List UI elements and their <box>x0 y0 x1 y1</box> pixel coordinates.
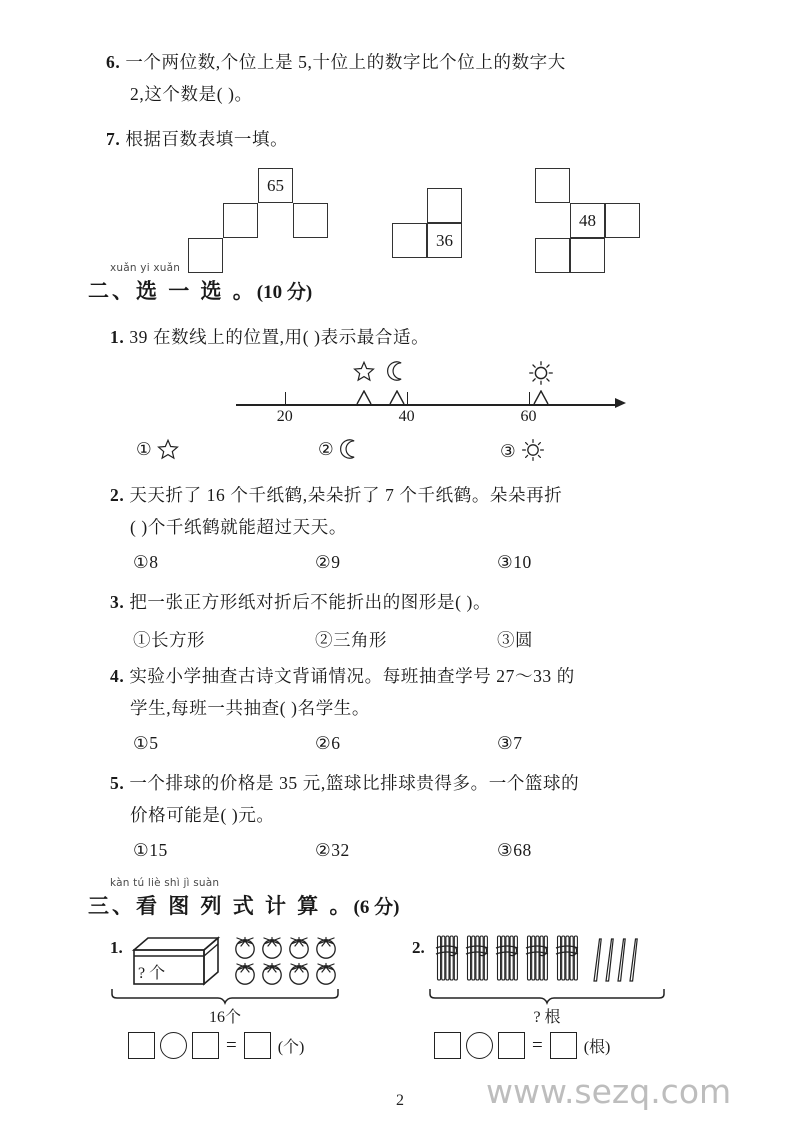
s3q2-brace-label: ? 根 <box>533 1009 561 1026</box>
s2q2-option-2[interactable]: ②9 <box>315 552 341 572</box>
number-line-tick <box>407 392 409 405</box>
question-6-number: 6. <box>106 52 121 72</box>
s2q5-option-2[interactable]: ②32 <box>315 840 350 860</box>
stick-bundle-icon <box>494 934 520 984</box>
stick-bundle-icon <box>434 934 460 984</box>
s2q1-option-1-label: ① <box>136 439 153 459</box>
s3q2-equation[interactable] <box>434 1032 610 1059</box>
grid-cell-filled[interactable]: 48 <box>570 203 605 238</box>
s2q1-option-1[interactable] <box>136 438 179 460</box>
page-number: 2 <box>396 1092 404 1109</box>
s3-question-2-number: 2. <box>412 938 425 957</box>
s2-question-5-text-1: 一个排球的价格是 35 元,篮球比排球贵得多。一个篮球的 <box>129 773 580 793</box>
grid-cell-blank[interactable] <box>535 238 570 273</box>
stick-bundle-icon <box>464 934 490 984</box>
s2-question-3-text: 把一张正方形纸对折后不能折出的图形是( )。 <box>129 592 492 612</box>
tomato-icon <box>313 934 339 960</box>
section-3-title-row <box>88 890 399 920</box>
s2q4-option-1[interactable]: ①5 <box>133 733 159 753</box>
s3q2-operator-circle[interactable] <box>466 1032 493 1059</box>
grid-cell-blank[interactable] <box>223 203 258 238</box>
s2q1-option-3[interactable] <box>500 438 545 462</box>
s3q1-equation[interactable] <box>128 1032 304 1059</box>
number-line-arrow-icon <box>615 398 626 408</box>
s2-question-2-line-2: ( )个千纸鹤就能超过天天。 <box>130 517 347 537</box>
s3q1-answer-box-2[interactable] <box>192 1032 219 1059</box>
number-line-marker-caret <box>389 390 405 405</box>
s2q4-option-2[interactable]: ②6 <box>315 733 341 753</box>
star-icon <box>353 360 375 387</box>
tomato-icon <box>232 934 258 960</box>
question-6-line-2: 2,这个数是( )。 <box>130 84 253 104</box>
s2q2-option-1[interactable]: ①8 <box>133 552 159 572</box>
question-6-line-1 <box>106 54 566 72</box>
grid-cell-blank[interactable] <box>570 238 605 273</box>
s2-question-2-text-1: 天天折了 16 个千纸鹤,朵朵折了 7 个千纸鹤。朵朵再折 <box>129 485 563 505</box>
s2q3-option-3[interactable]: ③圆 <box>497 630 533 650</box>
section-3-header <box>88 877 399 920</box>
tomato-icon <box>232 960 258 986</box>
s3-question-1 <box>110 934 390 1054</box>
single-stick-icon <box>628 938 638 982</box>
s2q2-option-3[interactable]: ③10 <box>497 552 532 572</box>
tomato-icon <box>286 934 312 960</box>
sun-icon <box>516 441 545 461</box>
s2-question-5-line-2: 价格可能是( )元。 <box>130 805 275 825</box>
brace-q1 <box>110 987 340 1005</box>
section-2-pinyin: xuǎn yi xuǎn <box>110 262 181 274</box>
question-7-number: 7. <box>106 129 121 149</box>
sun-icon <box>528 360 554 391</box>
brace-q2 <box>428 987 666 1005</box>
tomato-icon <box>286 960 312 986</box>
number-line-tick <box>529 392 531 405</box>
s3q1-answer-box-1[interactable] <box>128 1032 155 1059</box>
single-stick-icon <box>616 938 626 982</box>
s2q4-option-3[interactable]: ③7 <box>497 733 523 753</box>
box-label: ? 个 <box>138 965 166 982</box>
s3q2-result-box[interactable] <box>550 1032 577 1059</box>
s2q3-option-1[interactable]: ①长方形 <box>133 630 205 650</box>
tomato-icon <box>313 960 339 986</box>
grid-cell-blank[interactable] <box>392 223 427 258</box>
s2-question-1-number: 1. <box>110 327 125 347</box>
s2-question-1-line-1 <box>110 329 429 347</box>
s2q3-option-2[interactable]: ②三角形 <box>315 630 387 650</box>
section-3-score: (6 分) <box>353 897 400 918</box>
s3q2-answer-box-2[interactable] <box>498 1032 525 1059</box>
s2-question-4-number: 4. <box>110 666 125 686</box>
s3q1-unit-label: (个) <box>277 1039 305 1056</box>
s2q1-option-3-label: ③ <box>500 441 517 461</box>
star-icon <box>152 439 179 459</box>
s2-question-2-number: 2. <box>110 485 125 505</box>
s3q1-result-box[interactable] <box>244 1032 271 1059</box>
question-7-line-1 <box>106 131 288 149</box>
single-stick-icon <box>604 938 614 982</box>
s3-question-1-number: 1. <box>110 938 123 957</box>
s2-question-4-line-1 <box>110 668 575 686</box>
number-line-tick <box>285 392 287 405</box>
number-line-diagram <box>236 360 626 432</box>
question-7-text-1: 根据百数表填一填。 <box>125 129 289 149</box>
section-2-header <box>88 262 312 305</box>
s2q5-option-3[interactable]: ③68 <box>497 840 532 860</box>
s2-question-2-line-1 <box>110 487 562 505</box>
site-watermark: www.sezq.com <box>486 1072 732 1111</box>
s2-question-5-line-1 <box>110 775 579 793</box>
grid-cell-blank[interactable] <box>427 188 462 223</box>
grid-cell-blank[interactable] <box>535 168 570 203</box>
section-2-title: 二、选 一 选 。 <box>88 279 257 303</box>
number-line-tick-label: 20 <box>276 408 293 425</box>
s2-question-5-number: 5. <box>110 773 125 793</box>
grid-cell-filled[interactable]: 65 <box>258 168 293 203</box>
s2-question-4-text-1: 实验小学抽查古诗文背诵情况。每班抽查学号 27～33 的 <box>129 666 575 686</box>
s3q2-answer-box-1[interactable] <box>434 1032 461 1059</box>
s3q2-unit-label: (根) <box>583 1039 611 1056</box>
number-line-tick-label: 40 <box>398 408 415 425</box>
s3q1-operator-circle[interactable] <box>160 1032 187 1059</box>
tomato-icon <box>259 960 285 986</box>
s2-question-3-line-1 <box>110 594 491 612</box>
s2q5-option-1[interactable]: ①15 <box>133 840 168 860</box>
grid-cell-blank[interactable] <box>605 203 640 238</box>
section-3-title: 三、看 图 列 式 计 算 。 <box>88 894 354 918</box>
section-2-title-row <box>88 275 312 305</box>
number-line-marker-caret <box>356 390 372 405</box>
s2q1-option-2-label: ② <box>318 439 335 459</box>
number-line-axis <box>236 404 616 406</box>
s3-question-2 <box>412 934 702 1054</box>
number-line-marker-caret <box>533 390 549 405</box>
moon-icon <box>334 439 361 459</box>
section-3-pinyin: kàn tú liè shì jì suàn <box>110 877 220 889</box>
tomato-icon <box>259 934 285 960</box>
section-2-score: (10 分) <box>256 282 313 303</box>
grid-cell-filled[interactable]: 36 <box>427 223 462 258</box>
number-line-tick-label: 60 <box>520 408 537 425</box>
stick-bundle-icon <box>554 934 580 984</box>
s3q1-equals-sign: = <box>226 1034 237 1056</box>
moon-icon <box>386 360 408 387</box>
s2-question-3-number: 3. <box>110 592 125 612</box>
s3q2-equals-sign: = <box>532 1034 543 1056</box>
s2-question-1-text: 39 在数线上的位置,用( )表示最合适。 <box>129 327 430 347</box>
grid-cell-blank[interactable] <box>293 203 328 238</box>
stick-bundle-icon <box>524 934 550 984</box>
question-6-text-1: 一个两位数,个位上是 5,十位上的数字比个位上的数字大 <box>125 52 566 72</box>
s3q1-brace-label: 16个 <box>208 1009 242 1026</box>
single-stick-icon <box>592 938 602 982</box>
s2q1-option-2[interactable] <box>318 438 361 460</box>
s2-question-4-line-2: 学生,每班一共抽查( )名学生。 <box>130 698 371 718</box>
